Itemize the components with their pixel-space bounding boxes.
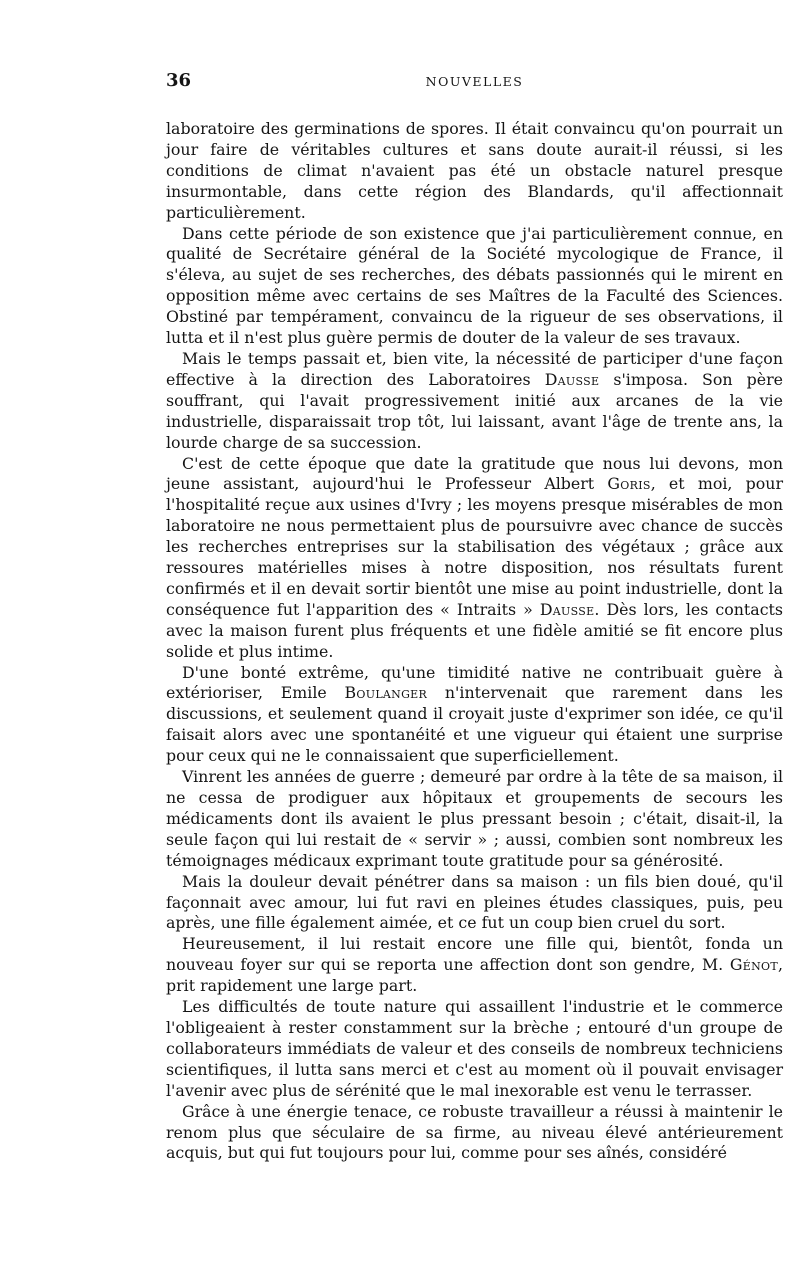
text-segment: Mais la douleur devait pénétrer dans sa maison : un fils bien doué, qu'il façonnait avec amour, lui fut ravi en pleines études classiques, puis, peu après, une fille également aimée, et ce fut un coup bien cruel du sort.: [166, 871, 783, 933]
text-segment: Grâce à une énergie tenace, ce robuste travailleur a réussi à maintenir le renom plus que séculaire de sa firme, au niveau élevé antérieurement acquis, but qui fut toujours pour lui, comme pour ses aînés, considéré: [166, 1101, 783, 1163]
text-segment: Vinrent les années de guerre ; demeuré par ordre à la tête de sa maison, il ne cessa de prodiguer aux hôpitaux et groupements de secours les médicaments dont ils avaient le plus pressant besoin ; c'était, disait-il, la seule façon qui lui restait de « servir » ; aussi, combien sont nombreux les témoignages médicaux exprimant toute gratitude pour sa générosité.: [166, 767, 783, 870]
proper-name: Dausse: [544, 369, 600, 389]
paragraph-7: [166, 872, 783, 935]
text-segment: C'est de cette époque que date la gratitude que nous lui devons, mon jeune assistant, aujourd'hui le Professeur Albert: [166, 453, 783, 494]
running-title: NOUVELLES: [425, 74, 524, 89]
text-segment: Dans cette période de son existence que j'ai particulièrement connue, en qualité de Secrétaire général de la Société mycologique de France, il s'éleva, au sujet de ses recherches, des débats passionnés qui le mirent en opposition même avec certains de ses Maîtres de la Faculté des Sciences. Obstiné par tempérament, convaincu de la rigueur de ses observations, il lutta et il n'est plus guère permis de douter de la valeur de ses travaux.: [166, 223, 783, 348]
paragraph-5: [166, 663, 783, 768]
proper-name: Génot: [729, 955, 778, 975]
text-segment: s'imposa. Son père souffrant, qui l'avait progressivement initié aux arcanes de la vie industrielle, disparaissait trop tôt, lui laissant, avant l'âge de trente ans, la lourde charge de sa succession.: [166, 369, 783, 452]
paragraph-6: [166, 767, 783, 872]
paragraph-4: [166, 454, 783, 663]
paragraph-1: [166, 119, 783, 224]
text-segment: n'intervenait que rarement dans les discussions, et seulement quand il croyait juste d'exprimer son idée, ce qu'il faisait alors avec une spontanéité et une vigueur qui étaient une surprise pour ceux qui ne le connaissaient que superficiellement.: [166, 683, 783, 766]
page-header: [166, 70, 783, 94]
article-body: [166, 119, 783, 1164]
text-segment: , prit rapidement une large part.: [166, 955, 783, 996]
proper-name: Goris: [607, 474, 651, 494]
text-segment: Heureusement, il lui restait encore une fille qui, bientôt, fonda un nouveau foyer sur qui se reporta une affection dont son gendre, M.: [166, 934, 783, 975]
text-segment: , et moi, pour l'hospitalité reçue aux usines d'Ivry ; les moyens presque misérables de mon laboratoire ne nous permettaient plus de poursuivre avec chance de succès les recherches entreprises sur la stabilisation des végétaux ; grâce aux ressoures matérielles mises à notre disposition, nos résultats furent confirmés et il en devait sortir bientôt une mise au point industrielle, dont la conséquence fut l'apparition des « Intraits »: [166, 474, 783, 619]
paragraph-8: [166, 934, 783, 997]
text-segment: laboratoire des germinations de spores. Il était convaincu qu'on pourrait un jour faire de véritables cultures et sans doute aurait-il réussi, si les conditions de climat n'avaient pas été un obstacle naturel presque insurmontable, dans cette région des Blandards, qu'il affectionnait particulièrement.: [166, 119, 783, 222]
proper-name: Dausse: [539, 599, 595, 619]
proper-name: Boulanger: [344, 683, 428, 703]
text-segment: D'une bonté extrême, qu'une timidité native ne contribuait guère à extérioriser, Emile: [166, 662, 783, 703]
paragraph-9: [166, 997, 783, 1102]
text-segment: Les difficultés de toute nature qui assaillent l'industrie et le commerce l'obligeaient à rester constamment sur la brèche ; entouré d'un groupe de collaborateurs immédiats de valeur et des conseils de nombreux techniciens scientifiques, il lutta sans merci et c'est au moment où il pouvait envisager l'avenir avec plus de sérénité que le mal inexorable est venu le terrasser.: [166, 997, 783, 1100]
paragraph-10: [166, 1102, 783, 1165]
paragraph-3: [166, 349, 783, 454]
paragraph-2: [166, 224, 783, 349]
text-segment: Mais le temps passait et, bien vite, la nécessité de participer d'une façon effective à la direction des Laboratoires: [166, 348, 783, 389]
page-number: 36: [166, 70, 192, 91]
text-segment: . Dès lors, les contacts avec la maison furent plus fréquents et une fidèle amitié se fit encore plus solide et plus intime.: [166, 599, 783, 661]
